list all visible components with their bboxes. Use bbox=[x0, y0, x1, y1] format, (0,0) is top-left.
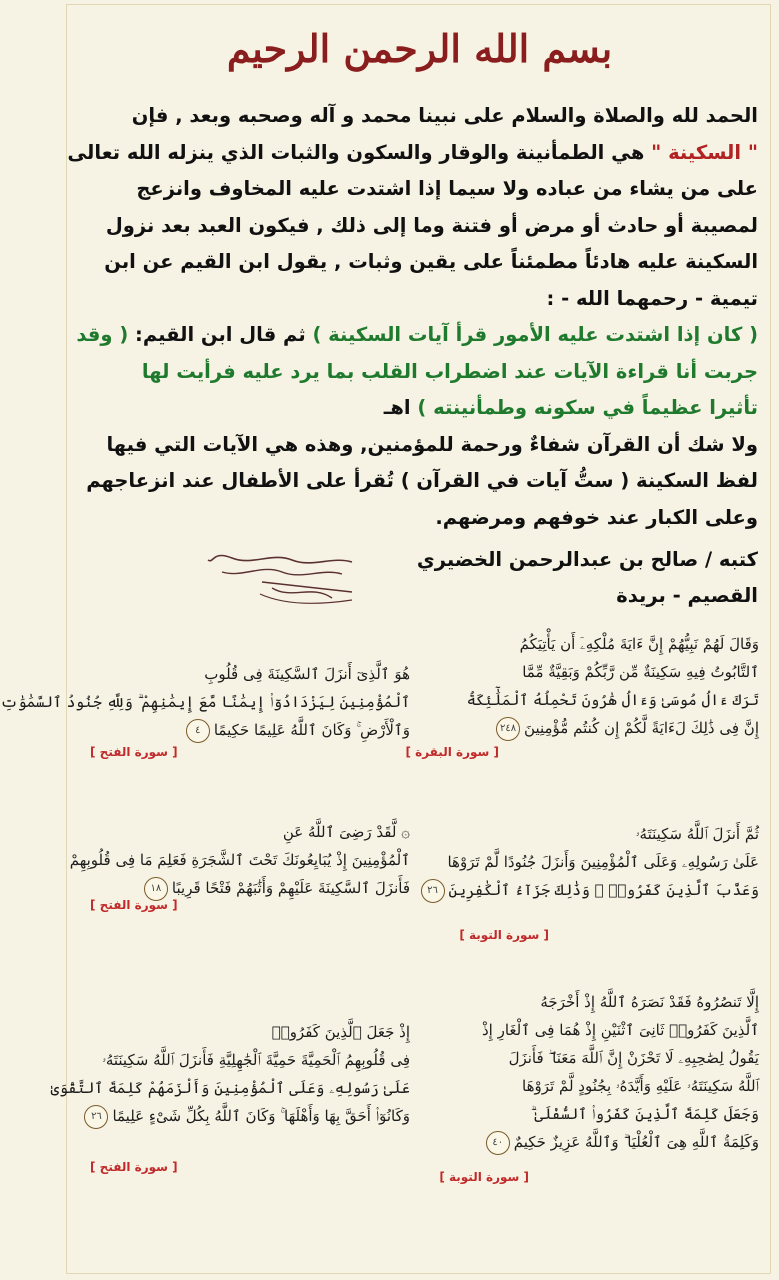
author-line: كتبه / صالح بن عبدالرحمن الخضيري bbox=[416, 548, 758, 571]
verse-text: وَكَانُوٓا۟ أَحَقَّ بِهَا وَأَهْلَهَا ۚ وَكَانَ ٱللَّهُ بِكُلِّ شَىْءٍ عَلِيمًا bbox=[112, 1107, 410, 1125]
verse-text: وَعَذَّبَ ٱلَّذِينَ كَفَرُوا۟ ۚ وَذَٰلِكَ جَزَآءُ ٱلْكَٰفِرِينَ bbox=[448, 881, 759, 899]
signature-text bbox=[417, 542, 758, 614]
verse-line: ۞ لَّقَدْ رَضِىَ ٱللَّهُ عَنِ bbox=[282, 823, 410, 841]
verse-line bbox=[429, 714, 759, 742]
verse-text: فَأَنزَلَ ٱلسَّكِينَةَ عَلَيْهِمْ وَأَثَٰبَهُمْ فَتْحًا قَرِيبًا bbox=[171, 879, 410, 897]
verse-tawba-26 bbox=[429, 820, 759, 904]
verse-text: إِنَّ فِى ذَٰلِكَ لَءَايَةً لَّكُمْ إِن كُنتُم مُّؤْمِنِينَ bbox=[524, 719, 759, 737]
surah-label-fath-18: [ سورة الفتح ] bbox=[90, 898, 178, 912]
intro-line-11: لفظ السكينة ( ستُّ آيات في القرآن ) تُقرأ على الأطفال عند انزعاجهم bbox=[86, 469, 758, 492]
verse-line: وَقَالَ لَهُمْ نَبِيُّهُمْ إِنَّ ءَايَةَ مُلْكِهِۦٓ أَن يَأْتِيَكُمُ bbox=[519, 635, 759, 653]
quote-ibn-qayyim-end: تأثيرا عظيماً في سكونه وطمأنينته ) bbox=[417, 396, 758, 419]
verse-line: ٱلتَّابُوتُ فِيهِ سَكِينَةٌ مِّن رَّبِّكُمْ وَبَقِيَّةٌ مِّمَّا bbox=[522, 663, 759, 681]
ayah-number-badge: ٢٦ bbox=[421, 879, 445, 903]
intro-line-7 bbox=[76, 317, 758, 354]
surah-label-tawba-26: [ سورة التوبة ] bbox=[459, 928, 549, 942]
surah-label-fath-26: [ سورة الفتح ] bbox=[90, 1160, 178, 1174]
surah-label-baqara: [ سورة البقرة ] bbox=[405, 745, 499, 759]
verse-baqara-248 bbox=[429, 630, 759, 742]
verse-line: عَلَىٰ رَسُولِهِۦ وَعَلَى ٱلْمُؤْمِنِينَ وَأَلْزَمَهُمْ كَلِمَةَ ٱلتَّقْوَىٰ bbox=[50, 1079, 410, 1097]
intro-line-10: ولا شك أن القرآن شفاءٌ ورحمة للمؤمنين, وهذه هي الآيات التي فيها bbox=[106, 432, 758, 456]
verse-line: إِذْ جَعَلَ ٱلَّذِينَ كَفَرُوا۟ bbox=[271, 1023, 410, 1041]
ayah-number-badge: ٤ bbox=[186, 719, 210, 743]
quote-ibn-taymiyya: ( كان إذا اشتدت عليه الأمور قرأ آيات السكينة ) bbox=[312, 323, 758, 346]
place-line: القصيم - بريدة bbox=[616, 584, 758, 607]
verse-line: وَجَعَلَ كَلِمَةَ ٱلَّذِينَ كَفَرُوا۟ ٱلسُّفْلَىٰ ۗ bbox=[530, 1105, 759, 1123]
intro-line-9-rest: اهـ bbox=[383, 396, 418, 419]
verse-line: يَقُولُ لِصَٰحِبِهِۦ لَا تَحْزَنْ إِنَّ ٱللَّهَ مَعَنَا ۖ فَأَنزَلَ bbox=[508, 1049, 759, 1067]
surah-label-tawba-40: [ سورة التوبة ] bbox=[439, 1170, 529, 1184]
verse-line: إِلَّا تَنصُرُوهُ فَقَدْ نَصَرَهُ ٱللَّهُ إِذْ أَخْرَجَهُ bbox=[540, 993, 759, 1011]
verse-line: ٱلْمُؤْمِنِينَ إِذْ يُبَايِعُونَكَ تَحْتَ ٱلشَّجَرَةِ فَعَلِمَ مَا فِى قُلُوبِهِمْ bbox=[69, 851, 410, 869]
ayah-number-badge: ٢٦ bbox=[84, 1105, 108, 1129]
intro-line-4: لمصيبة أو حادث أو مرض أو فتنة وما إلى ذلك , فيكون العبد بعد نزول bbox=[105, 213, 758, 237]
ayah-number-badge: ٢٤٨ bbox=[496, 717, 520, 741]
quote-ibn-qayyim-start: ( وقد bbox=[76, 323, 129, 346]
intro-line-7-mid: ثم قال ابن القيم: bbox=[128, 323, 313, 346]
verse-line: ٱللَّهُ سَكِينَتَهُۥ عَلَيْهِ وَأَيَّدَهُۥ بِجُنُودٍ لَّمْ تَرَوْهَا bbox=[522, 1077, 759, 1095]
verse-fath-18 bbox=[69, 818, 410, 902]
intro-line-5: السكينة عليه هادئاً مطمئناً على يقين وثبات , يقول ابن القيم عن ابن bbox=[104, 250, 758, 273]
verse-line bbox=[80, 1102, 410, 1130]
intro-line-6: تيمية - رحمهما الله - : bbox=[546, 286, 758, 310]
intro-line-9 bbox=[82, 390, 758, 427]
verse-line: فِى قُلُوبِهِمُ ٱلْحَمِيَّةَ حَمِيَّةَ ٱلْجَٰهِلِيَّةِ فَأَنزَلَ ٱللَّهُ سَكِينَتَهُۥ bbox=[102, 1051, 410, 1069]
basmala-text: بسم الله الرحمن الرحيم bbox=[226, 25, 613, 71]
handwritten-signature bbox=[202, 548, 362, 608]
verse-line: عَلَىٰ رَسُولِهِۦ وَعَلَى ٱلْمُؤْمِنِينَ وَأَنزَلَ جُنُودًا لَّمْ تَرَوْهَا bbox=[447, 853, 759, 871]
signature-block bbox=[82, 542, 758, 610]
ayah-number-badge: ١٨ bbox=[144, 877, 168, 901]
verse-line bbox=[429, 876, 759, 904]
ayah-number-badge: ٤٠ bbox=[486, 1131, 510, 1155]
verse-line bbox=[80, 716, 410, 744]
intro-line-12: وعلى الكبار عند خوفهم ومرضهم. bbox=[435, 505, 758, 529]
verse-fath-4 bbox=[0, 660, 410, 744]
verse-text: وَكَلِمَةُ ٱللَّهِ هِىَ ٱلْعُلْيَا ۗ وَٱللَّهُ عَزِيزٌ حَكِيمٌ bbox=[513, 1133, 759, 1151]
intro-line-3: على من يشاء من عباده ولا سيما إذا اشتدت عليه المخاوف وانزعج bbox=[136, 177, 758, 200]
intro-paragraph bbox=[67, 98, 758, 536]
verse-line bbox=[429, 1128, 759, 1156]
surah-label-fath-4: [ سورة الفتح ] bbox=[90, 745, 178, 759]
verse-line: ثُمَّ أَنزَلَ ٱللَّهُ سَكِينَتَهُۥ bbox=[635, 825, 759, 843]
verse-line: هُوَ ٱلَّذِىٓ أَنزَلَ ٱلسَّكِينَةَ فِى قُلُوبِ bbox=[204, 665, 410, 683]
intro-line-2-rest: هي الطمأنينة والوقار والسكون والثبات الذي ينزله الله تعالى bbox=[67, 140, 652, 164]
sakina-keyword: " السكينة " bbox=[651, 140, 758, 164]
verse-tawba-40 bbox=[429, 988, 759, 1156]
intro-line-8: جربت أنا قراءة الآيات عند اضطراب القلب بما يرد عليه فرأيت لها bbox=[141, 359, 758, 383]
verse-fath-26 bbox=[50, 1018, 410, 1130]
verse-line: ٱلَّذِينَ كَفَرُوا۟ ثَانِىَ ٱثْنَيْنِ إِذْ هُمَا فِى ٱلْغَارِ إِذْ bbox=[481, 1021, 759, 1039]
intro-line-1: الحمد لله والصلاة والسلام على نبينا محمد و آله وصحبه وبعد , فإن bbox=[131, 104, 758, 127]
verse-line: تَرَكَ ءَالُ مُوسَىٰ وَءَالُ هَٰرُونَ تَحْمِلُهُ ٱلْمَلَٰٓئِكَةُ bbox=[466, 691, 759, 709]
intro-line-2 bbox=[67, 135, 758, 172]
basmala-header bbox=[60, 8, 779, 88]
verse-line: ٱلْمُؤْمِنِينَ لِيَزْدَادُوٓا۟ إِيمَٰنًا مَّعَ إِيمَٰنِهِمْ ۗ وَلِلَّهِ جُنُودُ ٱلسَّمَٰوَٰتِ bbox=[0, 693, 410, 711]
verse-text: وَٱلْأَرْضِ ۚ وَكَانَ ٱللَّهُ عَلِيمًا حَكِيمًا bbox=[213, 721, 410, 739]
